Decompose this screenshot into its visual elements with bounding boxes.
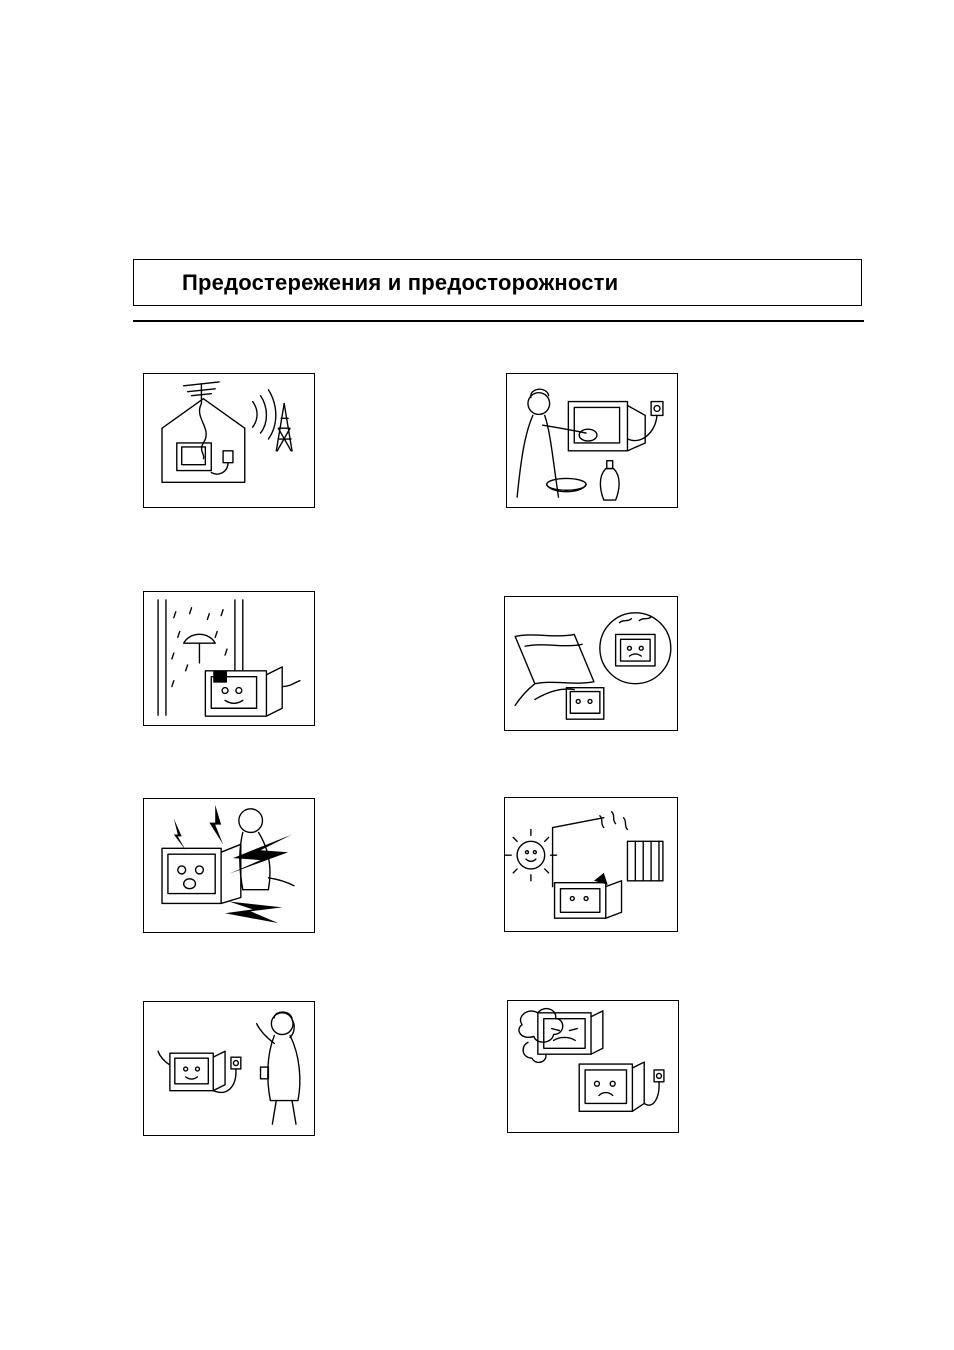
section-title-box xyxy=(133,259,862,306)
header-divider xyxy=(133,320,864,322)
cleaning-tv-icon xyxy=(507,374,677,507)
illustration-lightning-shock xyxy=(143,798,315,933)
illustration-antenna-house xyxy=(143,373,315,508)
illustration-covered-vents xyxy=(504,596,678,731)
illustration-unplug-tv xyxy=(143,1001,315,1136)
unplug-tv-icon xyxy=(144,1002,314,1135)
antenna-house-icon xyxy=(144,374,314,507)
heat-sources-icon xyxy=(505,798,677,931)
rain-window-icon xyxy=(144,592,314,725)
lightning-shock-icon xyxy=(144,799,314,932)
page-title: Предостережения и предосторожности xyxy=(182,270,619,295)
illustration-dust-smoke xyxy=(507,1000,679,1133)
dust-smoke-icon xyxy=(508,1001,678,1132)
covered-vents-icon xyxy=(505,597,677,730)
illustration-rain-window xyxy=(143,591,315,726)
illustration-heat-sources xyxy=(504,797,678,932)
illustration-cleaning-tv xyxy=(506,373,678,508)
